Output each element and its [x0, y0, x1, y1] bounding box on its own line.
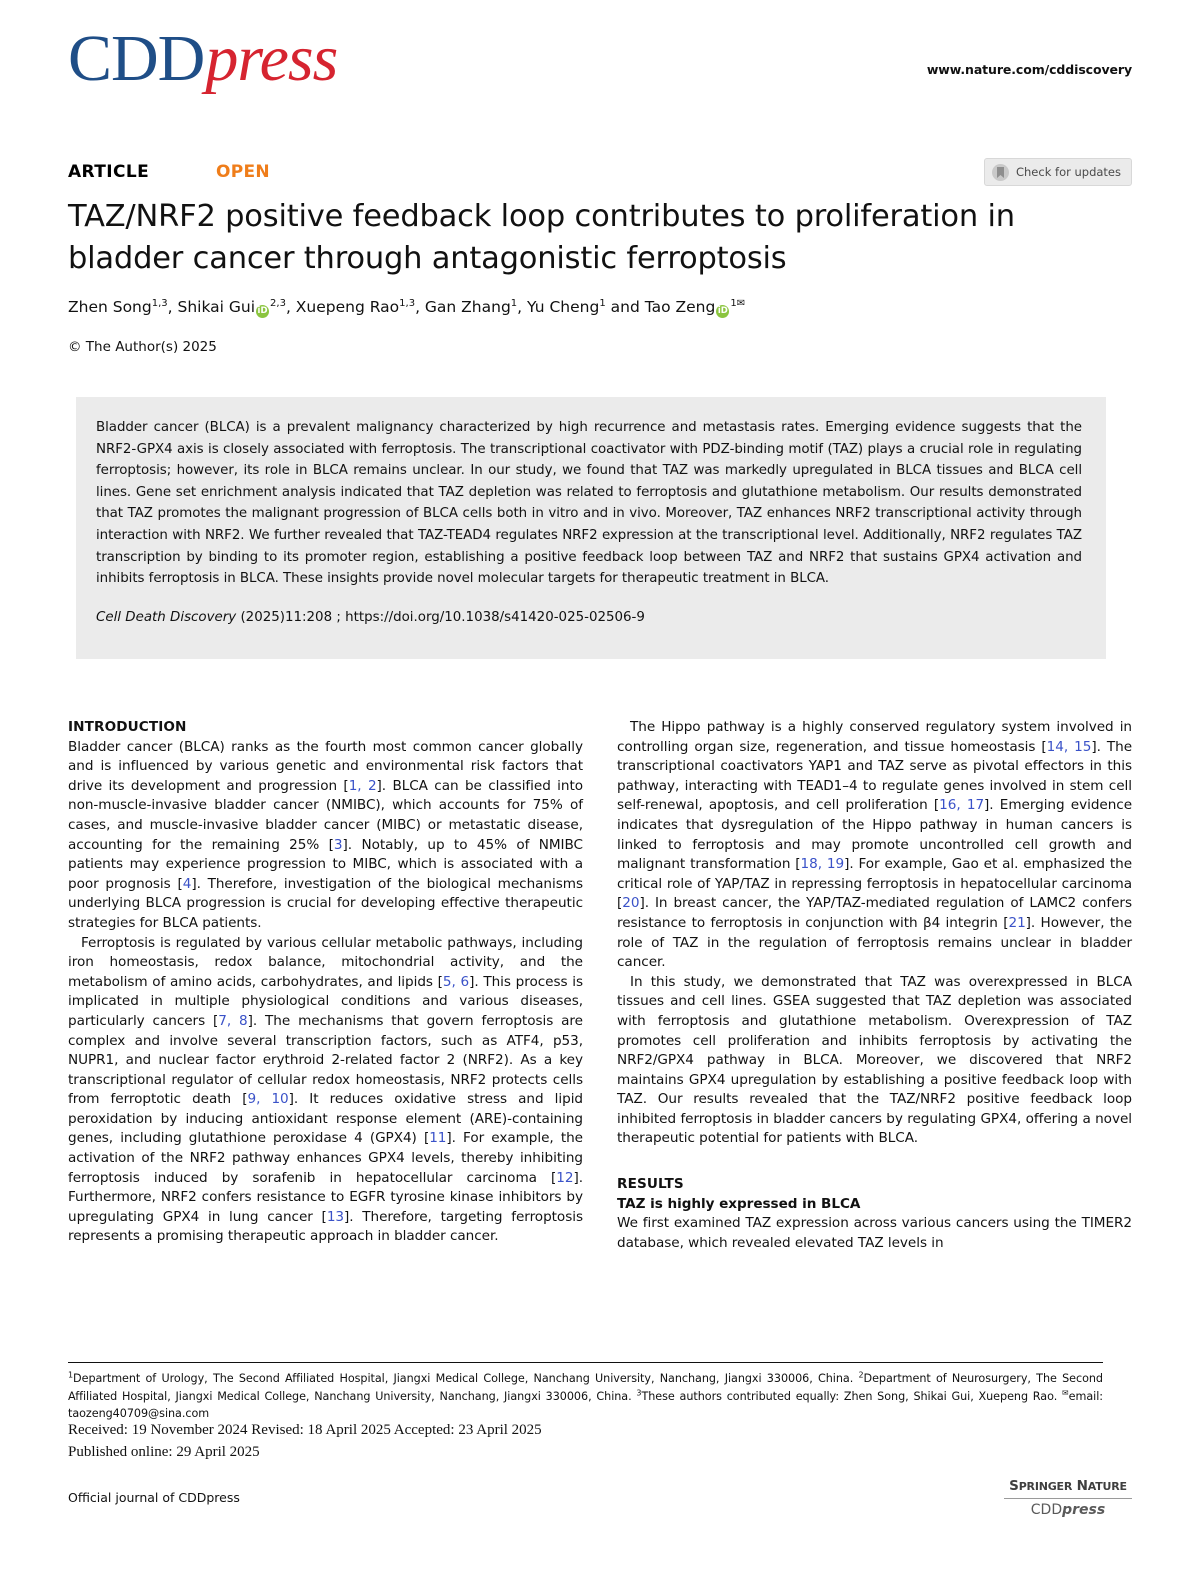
affiliation-marker: 3 — [636, 1387, 642, 1397]
affiliation-marker: 2 — [858, 1370, 864, 1380]
author-entry[interactable] — [68, 298, 168, 316]
orcid-icon[interactable]: iD — [717, 306, 728, 316]
journal-name: Cell Death Discovery — [96, 609, 237, 625]
paragraph-text: ]. It reduces oxidative stress and lipid peroxidation by inducing antioxidant response element (ARE)-containing genes, including glutathione peroxidase 4 (GPX4) [ — [68, 1091, 584, 1147]
paragraph-text: ]. However, the role of TAZ in the regulation of ferroptosis remains unclear in bladder cancer. — [617, 914, 1133, 971]
copyright-line: © The Author(s) 2025 — [68, 339, 217, 355]
author-name: Zhen Song — [68, 298, 152, 316]
author-separator: , — [415, 298, 425, 316]
article-type-label: ARTICLE — [68, 162, 150, 182]
author-affiliation-sup: 1 — [510, 297, 518, 309]
author-name: Shikai Gui — [177, 298, 256, 316]
citation-ref[interactable]: 18, 19 — [800, 856, 845, 873]
body-columns — [68, 718, 1132, 1318]
paragraph-text: ]. For example, the activation of the NRF2 pathway enhances GPX4 levels, thereby inhibiting ferroptosis induced by sorafenib in hepatocellular carcinoma [ — [68, 1130, 583, 1186]
author-entry[interactable] — [177, 298, 285, 316]
citation-ref[interactable]: 21 — [1008, 914, 1026, 931]
author-entry[interactable] — [296, 298, 415, 316]
paragraph-text: ]. For example, Gao et al. emphasized the critical role of YAP/TAZ in repressing ferroptosis in hepatocellular carcinoma [ — [617, 856, 1133, 912]
email-envelope-icon: ✉ — [1062, 1387, 1069, 1397]
paragraph-text: Ferroptosis is regulated by various cellular metabolic pathways, including iron homeostasis, redox balance, mitochondrial activity, and the metabolism of amino acids, carbohydrates, and lipids [ — [68, 934, 583, 990]
logo-cdd-text: CDD — [68, 22, 205, 95]
citation-ref[interactable]: 11 — [429, 1130, 447, 1147]
citation-ref[interactable]: 1, 2 — [348, 777, 377, 794]
paragraph — [617, 718, 1132, 973]
footer-cdd-text: CDD — [1030, 1502, 1063, 1518]
citation-details[interactable]: (2025)11:208 ; https://doi.org/10.1038/s41420-025-02506-9 — [236, 609, 645, 625]
author-list — [68, 296, 1132, 318]
citation-ref[interactable]: 20 — [622, 895, 640, 912]
abstract-box — [76, 397, 1106, 659]
affiliation-text: Department of Urology, The Second Affiliated Hospital, Jiangxi Medical College, Nanchang University, Nanchang, Jiangxi 330006, China. — [73, 1372, 859, 1385]
author-separator: , — [167, 298, 178, 316]
check-for-updates-badge[interactable] — [984, 158, 1132, 186]
open-access-label: OPEN — [216, 162, 270, 182]
author-affiliation-sup: 1,3 — [151, 297, 168, 309]
author-affiliation-sup: 2,3 — [270, 297, 286, 309]
orcid-icon[interactable]: iD — [257, 306, 268, 316]
published-online-line: Published online: 29 April 2025 — [68, 1444, 260, 1460]
section-spacer — [617, 1149, 1132, 1175]
publication-dates — [68, 1419, 968, 1463]
citation-ref[interactable]: 12 — [556, 1169, 574, 1186]
author-separator: , — [517, 298, 528, 316]
footnote-divider — [68, 1362, 1103, 1363]
logo-divider — [1004, 1498, 1132, 1499]
author-name: Tao Zeng — [644, 298, 716, 316]
cddpress-footer-mark — [1004, 1502, 1132, 1519]
kicker-row — [68, 160, 1132, 192]
paragraph-text: ]. Therefore, targeting ferroptosis represents a promising therapeutic approach in bladder cancer. — [68, 1208, 583, 1245]
corresponding-email[interactable]: email: taozeng40709@sina.com — [68, 1389, 1103, 1420]
affiliation-text: These authors contributed equally: Zhen Song, Shikai Gui, Xuepeng Rao. — [641, 1389, 1063, 1403]
author-name: Yu Cheng — [527, 298, 600, 316]
paragraph-text: ]. Notably, up to 45% of NMIBC patients may experience progression to MIBC, which is associated with a poor prognosis [ — [68, 836, 583, 892]
affiliation-marker: 1 — [68, 1370, 74, 1380]
subsection-heading: TAZ is highly expressed in BLCA — [617, 1195, 861, 1212]
cddpress-logo — [68, 22, 337, 96]
author-affiliation-sup: 1 — [730, 297, 737, 309]
citation-ref[interactable]: 7, 8 — [218, 1012, 248, 1029]
nature-n: N — [1076, 1478, 1088, 1494]
paragraph-text: ]. This process is implicated in multiple physiological conditions and various diseases, particularly cancers [ — [68, 973, 583, 1029]
affiliations-note — [68, 1370, 1103, 1423]
abstract-text: Bladder cancer (BLCA) is a prevalent malignancy characterized by high recurrence and metastasis rates. Emerging evidence suggests that the NRF2-GPX4 axis is closely associated with ferroptosis. The transcriptional coactivator with PDZ-binding motif (TAZ) plays a crucial role in regulating ferroptosis; however, its role in BLCA remains unclear. In our study, we found that TAZ was markedly upregulated in BLCA tissues and BLCA cell lines. Gene set enrichment analysis indicated that TAZ depletion was related to ferroptosis and glutathione metabolism. Our results demonstrated that TAZ promotes the malignant progression of BLCA cells both in vitro and in vivo. Moreover, TAZ enhances NRF2 transcriptional activity through interaction with NRF2. We further revealed that TAZ-TEAD4 regulates NRF2 expression at the transcriptional level. Additionally, NRF2 regulates TAZ transcription by binding to its promoter region, establishing a positive feedback loop between TAZ and NRF2 that sustains GPX4 activation and inhibits ferroptosis in BLCA. These insights provide novel molecular targets for therapeutic treatment in BLCA. — [96, 420, 1082, 587]
springer-nature-logo — [1004, 1478, 1132, 1519]
paragraph-text: ]. Emerging evidence indicates that dysregulation of the Hippo pathway in human cancers is linked to ferroptosis and may promote uncontrolled cell growth and malignant transformation [ — [617, 797, 1133, 873]
footer-press-text: press — [1062, 1502, 1106, 1518]
author-affiliation-sup: 1,3 — [399, 297, 416, 309]
section-heading-results: RESULTS — [617, 1176, 684, 1193]
author-name: Xuepeng Rao — [295, 298, 400, 316]
check-for-updates-label: Check for updates — [1015, 165, 1121, 179]
nature-rest: ATURE — [1087, 1480, 1127, 1493]
left-column — [68, 718, 583, 1318]
corresponding-author-envelope-icon[interactable]: ✉ — [736, 297, 746, 309]
paragraph-text: ]. In breast cancer, the YAP/TAZ-mediated regulation of LAMC2 confers resistance to ferroptosis in conjunction with β4 integrin [ — [617, 895, 1132, 931]
citation-ref[interactable]: 9, 10 — [247, 1091, 289, 1108]
author-entry[interactable] — [527, 298, 606, 316]
crossmark-bookmark-icon — [992, 164, 1009, 181]
author-entry[interactable] — [425, 298, 517, 316]
section-heading-introduction: INTRODUCTION — [68, 719, 187, 735]
author-separator: , — [285, 298, 296, 316]
paragraph: We first examined TAZ expression across various cancers using the TIMER2 database, which revealed elevated TAZ levels in — [617, 1215, 1132, 1251]
author-affiliation-sup: 1 — [599, 297, 606, 309]
citation-ref[interactable]: 4 — [182, 875, 192, 892]
official-journal-note: Official journal of CDDpress — [68, 1490, 240, 1505]
citation-ref[interactable]: 14, 15 — [1046, 738, 1092, 755]
paragraph-text: ]. BLCA can be classified into non-muscle-invasive bladder cancer (NMIBC), which accounts for 75% of cases, and muscle-invasive bladder cancer (MIBC) or metastatic disease, accounting for the remaining 25% [ — [68, 777, 583, 853]
springer-s: S — [1009, 1478, 1019, 1494]
author-name: Gan Zhang — [424, 298, 511, 316]
author-separator: and — [605, 298, 645, 316]
article-citation — [96, 608, 1082, 628]
springer-nature-wordmark — [1004, 1478, 1132, 1495]
paragraph — [68, 738, 583, 934]
paragraph-text: ]. Therefore, investigation of the biological mechanisms underlying BLCA progression is crucial for developing effective therapeutic strategies for BLCA patients. — [68, 875, 583, 931]
author-entry[interactable] — [645, 298, 745, 316]
journal-url[interactable]: www.nature.com/cddiscovery — [926, 62, 1132, 77]
citation-ref[interactable]: 16, 17 — [939, 797, 985, 814]
paragraph: In this study, we demonstrated that TAZ was overexpressed in BLCA tissues and cell lines. GSEA suggested that TAZ depletion was associated with ferroptosis and glutathione metabolism. Overexpression of TAZ promotes cell proliferation and inhibits ferroptosis by activating the NRF2/GPX4 pathway in BLCA. Moreover, we discovered that NRF2 maintains GPX4 upregulation by establishing a positive feedback loop with TAZ. Our results revealed that the TAZ/NRF2 positive feedback loop inhibited ferroptosis in bladder cancers by regulating GPX4, offering a novel therapeutic potential for patients with BLCA. — [617, 973, 1132, 1147]
affiliation-text: Department of Neurosurgery, The Second Affiliated Hospital, Jiangxi Medical College, Nanchang University, Nanchang, Jiangxi 330006, China. — [68, 1372, 1103, 1403]
paragraph — [68, 934, 583, 1248]
paragraph-text: Bladder cancer (BLCA) ranks as the fourth most common cancer globally and is influenced by various genetic and environmental risk factors that drive its development and progression [ — [68, 738, 583, 794]
paragraph-text: ]. The transcriptional coactivators YAP1 and TAZ serve as pivotal effectors in this pathway, interacting with TEAD1–4 to regulate genes involved in stem cell self-renewal, apoptosis, and cell proliferation [ — [617, 738, 1133, 814]
citation-ref[interactable]: 13 — [326, 1208, 345, 1225]
masthead — [68, 22, 1132, 102]
citation-ref[interactable]: 3 — [333, 836, 343, 853]
logo-press-text: press — [205, 22, 338, 95]
springer-rest: PRINGER — [1018, 1480, 1073, 1493]
right-column — [617, 718, 1132, 1318]
page-title: TAZ/NRF2 positive feedback loop contributes to proliferation in bladder cancer through antagonistic ferroptosis — [68, 199, 1015, 276]
paragraph-text: The Hippo pathway is a highly conserved regulatory system involved in controlling organ size, regeneration, and tissue homeostasis [ — [617, 719, 1132, 755]
received-revised-accepted-line: Received: 19 November 2024 Revised: 18 April 2025 Accepted: 23 April 2025 — [68, 1422, 542, 1438]
citation-ref[interactable]: 5, 6 — [442, 973, 470, 990]
paragraph-text: ]. The mechanisms that govern ferroptosis are complex and involve several transcription factors, such as ATF4, p53, NUPR1, and nuclear factor erythroid 2-related factor 2 (NRF2). As a key transcriptional regulator of cellular redox homeostasis, NRF2 protects cells from ferroptotic death [ — [68, 1012, 583, 1108]
paragraph-text: ]. Furthermore, NRF2 confers resistance to EGFR tyrosine kinase inhibitors by upregulating GPX4 in lung cancer [ — [68, 1169, 583, 1225]
